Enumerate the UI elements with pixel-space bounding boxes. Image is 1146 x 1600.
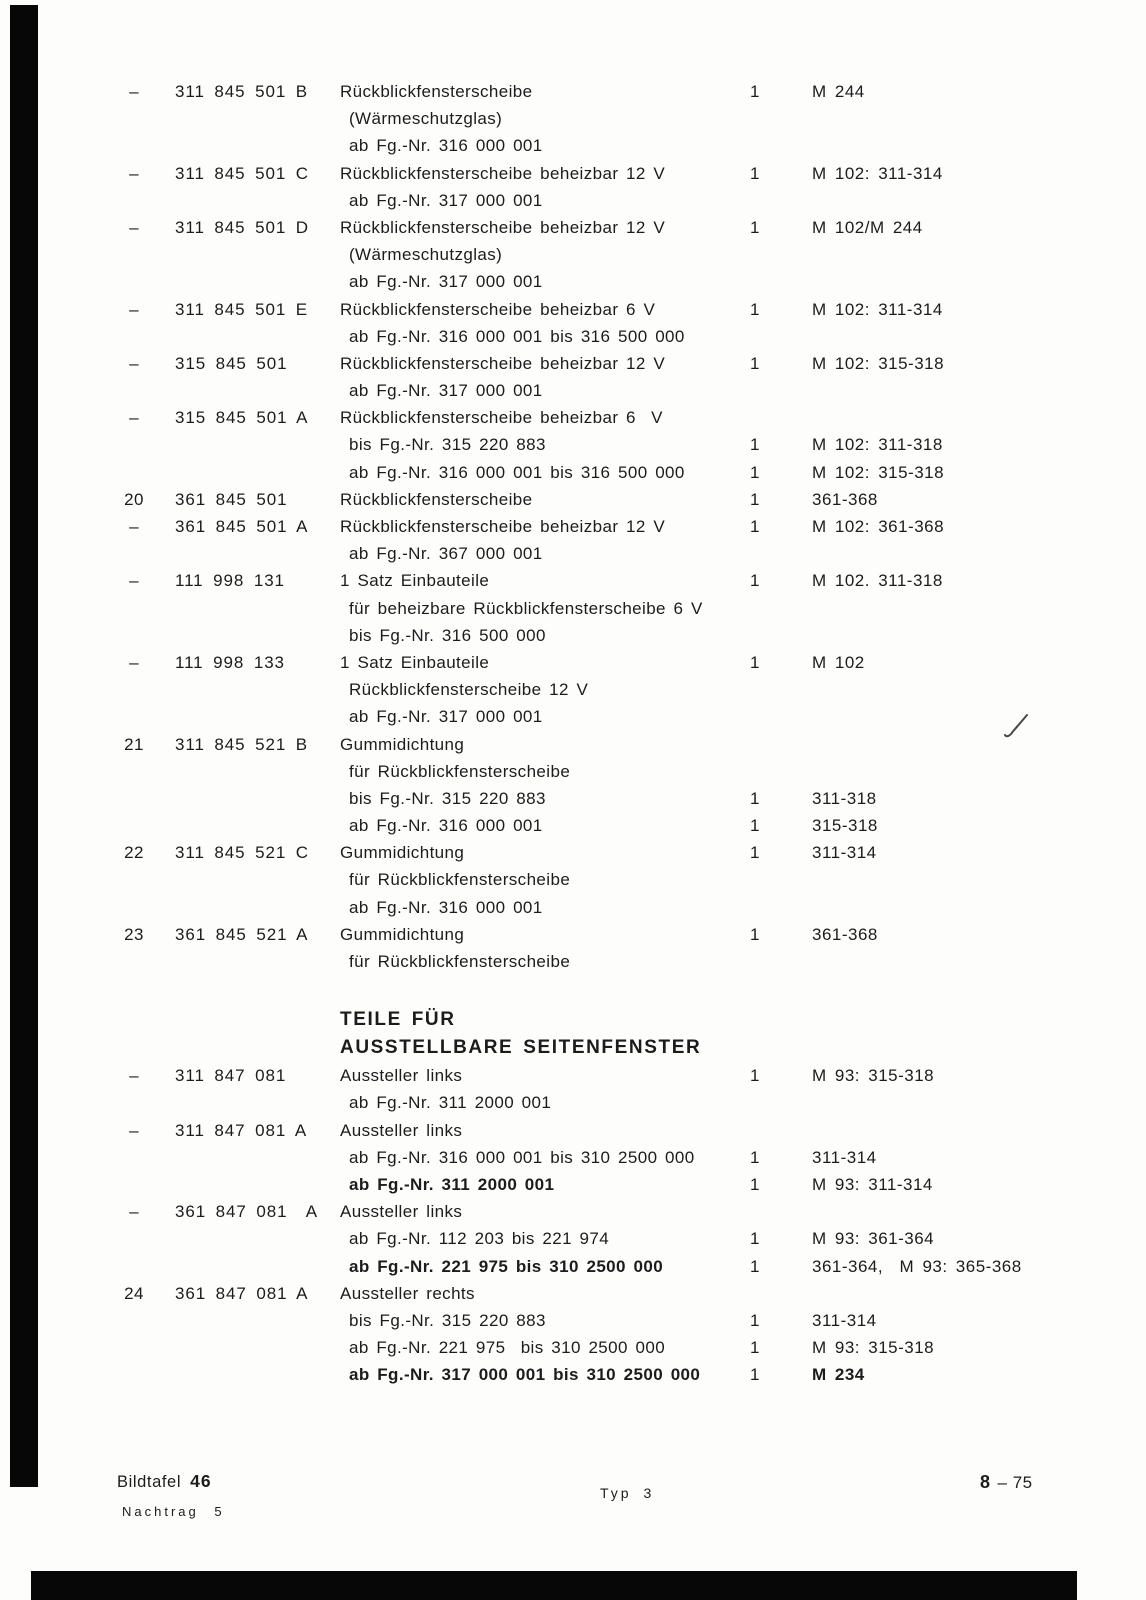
- part-number: 311 847 081: [175, 1066, 287, 1086]
- part-number: 311 845 521 C: [175, 843, 309, 863]
- quantity: 1: [750, 1229, 760, 1249]
- description: ab Fg.-Nr. 317 000 001: [349, 190, 543, 210]
- model-code: M 102. 311-318: [812, 571, 943, 591]
- part-number: 361 845 501 A: [175, 517, 309, 536]
- position-number: 24: [124, 1283, 144, 1303]
- position-number: 20: [124, 489, 144, 509]
- description: ab Fg.-Nr. 317 000 001 bis 310 2500 000: [349, 1365, 701, 1385]
- description: ab Fg.-Nr. 112 203 bis 221 974: [349, 1229, 610, 1249]
- part-row-line: [0, 217, 1146, 244]
- description: Rückblickfensterscheibe beheizbar 12 V: [340, 163, 666, 183]
- part-number: 311 845 501 D: [175, 217, 309, 237]
- part-row-line: [0, 516, 1146, 543]
- model-code: M 244: [812, 82, 865, 101]
- description: Rückblickfensterscheibe beheizbar 12 V: [340, 353, 666, 373]
- part-row-line: [0, 897, 1146, 924]
- part-number: 315 845 501: [175, 353, 288, 373]
- quantity: 1: [750, 924, 760, 944]
- model-code: 315-318: [812, 816, 878, 836]
- description: bis Fg.-Nr. 315 220 883: [349, 788, 546, 808]
- quantity: 1: [750, 1365, 760, 1385]
- model-code: M 102: 361-368: [812, 517, 945, 536]
- part-row-line: [0, 924, 1146, 951]
- description: ab Fg.-Nr. 317 000 001: [349, 381, 543, 401]
- model-code: 311-314: [812, 843, 877, 863]
- description: für Rückblickfensterscheibe: [349, 761, 571, 781]
- quantity: 1: [750, 163, 760, 183]
- quantity: 1: [750, 816, 760, 836]
- part-number: 315 845 501 A: [175, 408, 309, 428]
- part-row-line: [0, 679, 1146, 706]
- plate-reference: [117, 1471, 212, 1492]
- position-number: –: [129, 652, 139, 672]
- part-number: 111 998 131: [175, 571, 285, 591]
- part-row-line: [0, 190, 1146, 217]
- description: ab Fg.-Nr. 221 975 bis 310 2500 000: [349, 1256, 664, 1276]
- supplement-reference: Nachtrag 5: [122, 1504, 225, 1519]
- part-row-line: [0, 163, 1146, 190]
- position-number: –: [129, 82, 139, 101]
- model-code: 311-318: [812, 788, 877, 808]
- quantity: 1: [750, 788, 760, 808]
- description: Rückblickfensterscheibe: [340, 82, 533, 101]
- part-row-line: [0, 434, 1146, 461]
- model-code: M 102: 311-314: [812, 163, 943, 183]
- description: für beheizbare Rückblickfensterscheibe 6 V: [349, 598, 703, 618]
- part-row-line: [0, 1337, 1146, 1364]
- part-number: 311 847 081 A: [175, 1120, 308, 1140]
- quantity: 1: [750, 353, 760, 373]
- model-code: 361-364, M 93: 365-368: [812, 1256, 1022, 1276]
- description: Rückblickfensterscheibe 12 V: [349, 680, 589, 700]
- part-row-line: [0, 842, 1146, 869]
- part-row-line: [0, 1310, 1146, 1337]
- model-code: M 102: 315-318: [812, 353, 945, 373]
- model-code: 311-314: [812, 1310, 877, 1330]
- quantity: 1: [750, 1147, 760, 1167]
- quantity: 1: [750, 489, 760, 509]
- model-code: M 102: 311-314: [812, 299, 943, 319]
- part-row-line: [0, 1283, 1146, 1310]
- part-row-line: [0, 1174, 1146, 1201]
- description: Gummidichtung: [340, 924, 465, 944]
- part-row-line: [0, 326, 1146, 353]
- model-code: 361-368: [812, 924, 878, 944]
- part-row-line: [0, 1147, 1146, 1174]
- part-row-line: [0, 1201, 1146, 1228]
- part-number: 361 847 081 A: [175, 1202, 318, 1222]
- part-row-line: [0, 1364, 1146, 1391]
- part-row-line: [0, 380, 1146, 407]
- position-number: –: [129, 299, 139, 319]
- section-heading-text: TEILE FÜR: [340, 1009, 456, 1031]
- description: ab Fg.-Nr. 316 000 001: [349, 136, 543, 156]
- part-row-line: [0, 353, 1146, 380]
- section-heading-text: AUSSTELLBARE SEITENFENSTER: [340, 1037, 702, 1059]
- description: Rückblickfensterscheibe: [340, 489, 533, 509]
- position-number: –: [129, 1120, 139, 1140]
- model-code: 311-314: [812, 1147, 877, 1167]
- description: Rückblickfensterscheibe beheizbar 6 V: [340, 299, 656, 319]
- description: Aussteller links: [340, 1202, 463, 1222]
- model-code: 361-368: [812, 489, 878, 509]
- description: (Wärmeschutzglas): [349, 245, 503, 265]
- part-row-line: [0, 244, 1146, 271]
- quantity: 1: [750, 217, 760, 237]
- description: ab Fg.-Nr. 311 2000 001: [349, 1093, 552, 1113]
- part-row-line: [0, 1120, 1146, 1147]
- description: ab Fg.-Nr. 367 000 001: [349, 544, 543, 564]
- description: ab Fg.-Nr. 316 000 001: [349, 816, 543, 836]
- description: bis Fg.-Nr. 316 500 000: [349, 625, 546, 645]
- part-row-line: [0, 1092, 1146, 1119]
- position-number: –: [129, 571, 139, 591]
- quantity: 1: [750, 652, 760, 672]
- description: Rückblickfensterscheibe beheizbar 12 V: [340, 517, 666, 536]
- description: ab Fg.-Nr. 317 000 001: [349, 272, 543, 292]
- quantity: 1: [750, 1338, 760, 1358]
- part-number: 361 847 081 A: [175, 1283, 309, 1303]
- description: ab Fg.-Nr. 316 000 001: [349, 897, 543, 917]
- plate-number: 46: [190, 1471, 212, 1491]
- description: ab Fg.-Nr. 316 000 001 bis 316 500 000: [349, 326, 685, 346]
- part-number: 111 998 133: [175, 652, 285, 672]
- quantity: 1: [750, 299, 760, 319]
- position-number: 23: [124, 924, 144, 944]
- scan-border-bottom: [31, 1571, 1077, 1600]
- part-row-line: [0, 543, 1146, 570]
- pencil-check-mark-icon: [1002, 711, 1030, 739]
- model-code: M 93: 315-318: [812, 1338, 935, 1358]
- quantity: 1: [750, 1066, 760, 1086]
- description: bis Fg.-Nr. 315 220 883: [349, 1310, 546, 1330]
- part-number: 311 845 501 B: [175, 82, 309, 101]
- description: bis Fg.-Nr. 315 220 883: [349, 435, 546, 455]
- part-row-line: [0, 108, 1146, 135]
- part-row-line: [0, 1065, 1146, 1092]
- plate-label: Bildtafel: [117, 1473, 182, 1491]
- quantity: 1: [750, 435, 760, 455]
- part-number: 361 845 501: [175, 489, 288, 509]
- part-row-line: [0, 625, 1146, 652]
- part-row-line: [0, 706, 1146, 733]
- part-number: 311 845 501 E: [175, 299, 309, 319]
- description: ab Fg.-Nr. 316 000 001 bis 310 2500 000: [349, 1147, 695, 1167]
- quantity: 1: [750, 843, 760, 863]
- section-gap: [0, 978, 1146, 1009]
- part-row-line: [0, 271, 1146, 298]
- quantity: 1: [750, 571, 760, 591]
- description: Rückblickfensterscheibe beheizbar 6 V: [340, 408, 663, 428]
- part-row-line: [0, 652, 1146, 679]
- position-number: –: [129, 1202, 139, 1222]
- description: Rückblickfensterscheibe beheizbar 12 V: [340, 217, 666, 237]
- model-code: M 102: 311-318: [812, 435, 943, 455]
- quantity: 1: [750, 82, 760, 101]
- description: (Wärmeschutzglas): [349, 109, 503, 129]
- description: für Rückblickfensterscheibe: [349, 952, 571, 971]
- part-row-line: [0, 598, 1146, 625]
- description: Gummidichtung: [340, 843, 465, 863]
- part-row-line: [0, 788, 1146, 815]
- part-number: 311 845 501 C: [175, 163, 309, 183]
- position-number: –: [129, 408, 139, 428]
- description: für Rückblickfensterscheibe: [349, 870, 571, 890]
- quantity: 1: [750, 1310, 760, 1330]
- part-row-line: [0, 81, 1146, 108]
- description: Aussteller links: [340, 1120, 463, 1140]
- model-code: M 102/M 244: [812, 217, 923, 237]
- model-code: M 102: 315-318: [812, 462, 945, 482]
- position-number: –: [129, 163, 139, 183]
- model-type-label: Typ 3: [600, 1485, 655, 1501]
- part-row-line: [0, 135, 1146, 162]
- part-row-line: [0, 1256, 1146, 1283]
- part-row-line: [0, 815, 1146, 842]
- model-code: M 234: [812, 1365, 865, 1385]
- position-number: 22: [124, 843, 144, 863]
- position-number: –: [129, 1066, 139, 1086]
- part-row-line: [0, 951, 1146, 978]
- model-code: M 102: [812, 652, 865, 672]
- position-number: –: [129, 217, 139, 237]
- section-heading-line: [0, 1009, 1146, 1037]
- quantity: 1: [750, 1256, 760, 1276]
- part-row-line: [0, 299, 1146, 326]
- part-row-line: [0, 869, 1146, 896]
- description: 1 Satz Einbauteile: [340, 571, 490, 591]
- model-code: M 93: 315-318: [812, 1066, 935, 1086]
- description: Gummidichtung: [340, 734, 465, 754]
- description: ab Fg.-Nr. 317 000 001: [349, 707, 543, 727]
- part-row-line: [0, 570, 1146, 597]
- part-row-line: [0, 761, 1146, 788]
- parts-table: [0, 81, 1146, 1391]
- description: Aussteller rechts: [340, 1283, 475, 1303]
- description: 1 Satz Einbauteile: [340, 652, 490, 672]
- section-heading-line: [0, 1037, 1146, 1065]
- description: Aussteller links: [340, 1066, 463, 1086]
- part-row-line: [0, 734, 1146, 761]
- model-code: M 93: 311-314: [812, 1174, 933, 1194]
- quantity: 1: [750, 1174, 760, 1194]
- quantity: 1: [750, 517, 760, 536]
- part-row-line: [0, 462, 1146, 489]
- page-number-rest: – 75: [997, 1473, 1033, 1492]
- position-number: –: [129, 353, 139, 373]
- model-code: M 93: 361-364: [812, 1229, 935, 1249]
- part-row-line: [0, 489, 1146, 516]
- description: ab Fg.-Nr. 316 000 001 bis 316 500 000: [349, 462, 685, 482]
- description: ab Fg.-Nr. 311 2000 001: [349, 1174, 555, 1194]
- part-number: 311 845 521 B: [175, 734, 309, 754]
- description: ab Fg.-Nr. 221 975 bis 310 2500 000: [349, 1338, 666, 1358]
- part-row-line: [0, 407, 1146, 434]
- page-number-group: 8: [980, 1472, 991, 1492]
- position-number: 21: [124, 734, 144, 754]
- quantity: 1: [750, 462, 760, 482]
- part-row-line: [0, 1228, 1146, 1255]
- page-number: [980, 1472, 1033, 1493]
- position-number: –: [129, 517, 139, 536]
- part-number: 361 845 521 A: [175, 924, 309, 944]
